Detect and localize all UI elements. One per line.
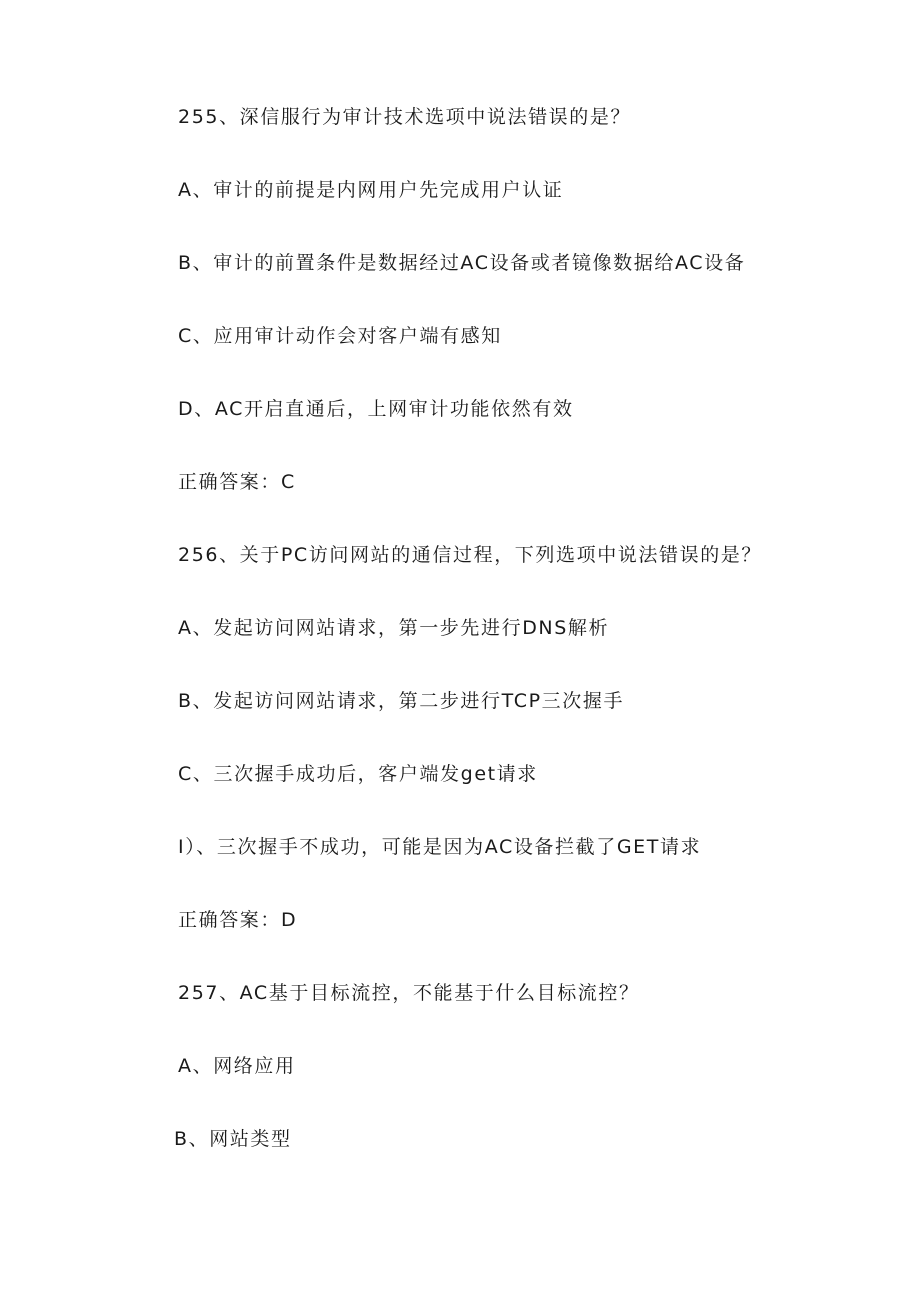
question-257-text: 257、AC基于目标流控，不能基于什么目标流控？	[178, 982, 640, 1004]
question-256-option-b: B、发起访问网站请求，第二步进行TCP三次握手	[178, 690, 625, 712]
question-256-option-a: A、发起访问网站请求，第一步先进行DNS解析	[178, 617, 610, 639]
question-255-option-d: D、AC开启直通后，上网审计功能依然有效	[178, 398, 574, 420]
question-257-option-a: A、网络应用	[178, 1055, 296, 1077]
question-256-text: 256、关于PC访问网站的通信过程，下列选项中说法错误的是？	[178, 544, 762, 566]
question-256-option-c: C、三次握手成功后，客户端发get请求	[178, 763, 538, 785]
question-257-option-b: B、网站类型	[174, 1128, 292, 1150]
question-256-option-d: I）、三次握手不成功，可能是因为AC设备拦截了GET请求	[178, 836, 702, 858]
question-255-option-b: B、审计的前置条件是数据经过AC设备或者镜像数据给AC设备	[178, 252, 746, 274]
question-255-option-a: A、审计的前提是内网用户先完成用户认证	[178, 179, 564, 201]
question-256-answer: 正确答案：D	[178, 909, 298, 931]
question-255-option-c: C、应用审计动作会对客户端有感知	[178, 325, 502, 347]
question-255-answer: 正确答案：C	[178, 471, 296, 493]
question-255-text: 255、深信服行为审计技术选项中说法错误的是？	[178, 106, 632, 128]
